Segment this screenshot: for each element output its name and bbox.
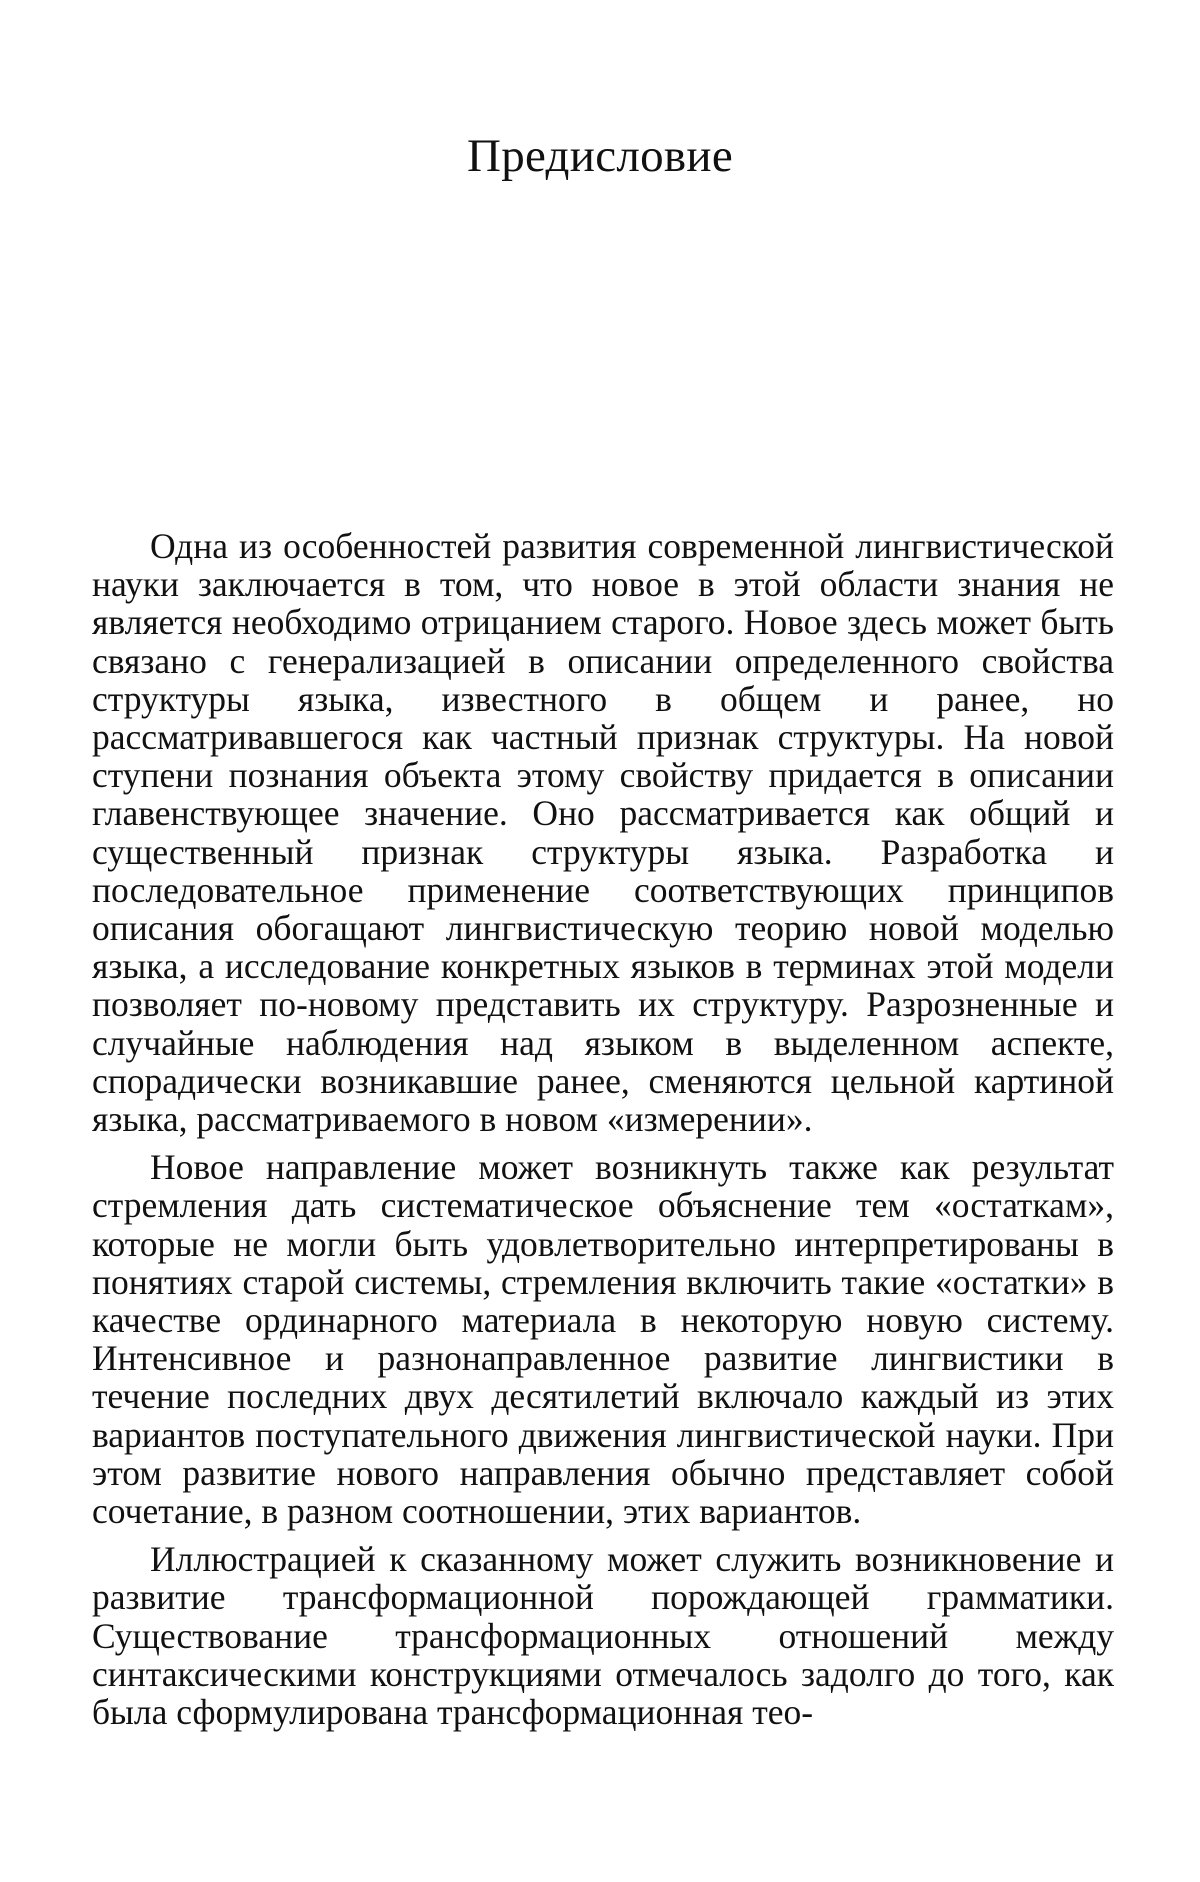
page-title: Предисловие — [466, 130, 734, 182]
paragraph-1: Одна из особенностей развития современной лингвистической науки заключается в том, что новое в этой области знания не является необходимо отрицанием старого. Новое здесь может быть связано с генерализацией в описании определенного свойства структуры языка, известного в общем и ранее, но рассматривавшегося как частный признак структуры. На новой ступени познания объекта этому свойству придается в описании главенствующее значение. Оно рассматривается как общий и существенный признак структуры языка. Разработка и последовательное применение соответствующих принципов описания обогащают лингвистическую теорию новой моделью языка, а исследование конкретных языков в терминах этой модели позволяет по-новому представить их структуру. Разрозненные и случайные наблюдения над языком в выделенном аспекте, спорадически возникавшие ранее, сменяются цельной картиной языка, рассматриваемого в новом «измерении». — [92, 526, 1114, 1140]
paragraph-3: Иллюстрацией к сказанному может служить возникновение и развитие трансформационной порождающей грамматики. Существование трансформационных отношений между синтаксическими конструкциями отмечалось задолго до того, как была сформулирована трансформационная тео- — [92, 1539, 1114, 1733]
paragraph-2: Новое направление может возникнуть также как результат стремления дать систематическое объяснение тем «остаткам», которые не могли быть удовлетворительно интерпретированы в понятиях старой системы, стремления включить такие «остатки» в качестве ординарного материала в некоторую новую систему. Интенсивное и разнонаправленное развитие лингвистики в течение последних двух десятилетий включало каждый из этих вариантов поступательного движения лингвистической науки. При этом развитие нового направления обычно представляет собой сочетание, в разном соотношении, этих вариантов. — [92, 1147, 1114, 1532]
body-text — [92, 527, 1114, 1741]
